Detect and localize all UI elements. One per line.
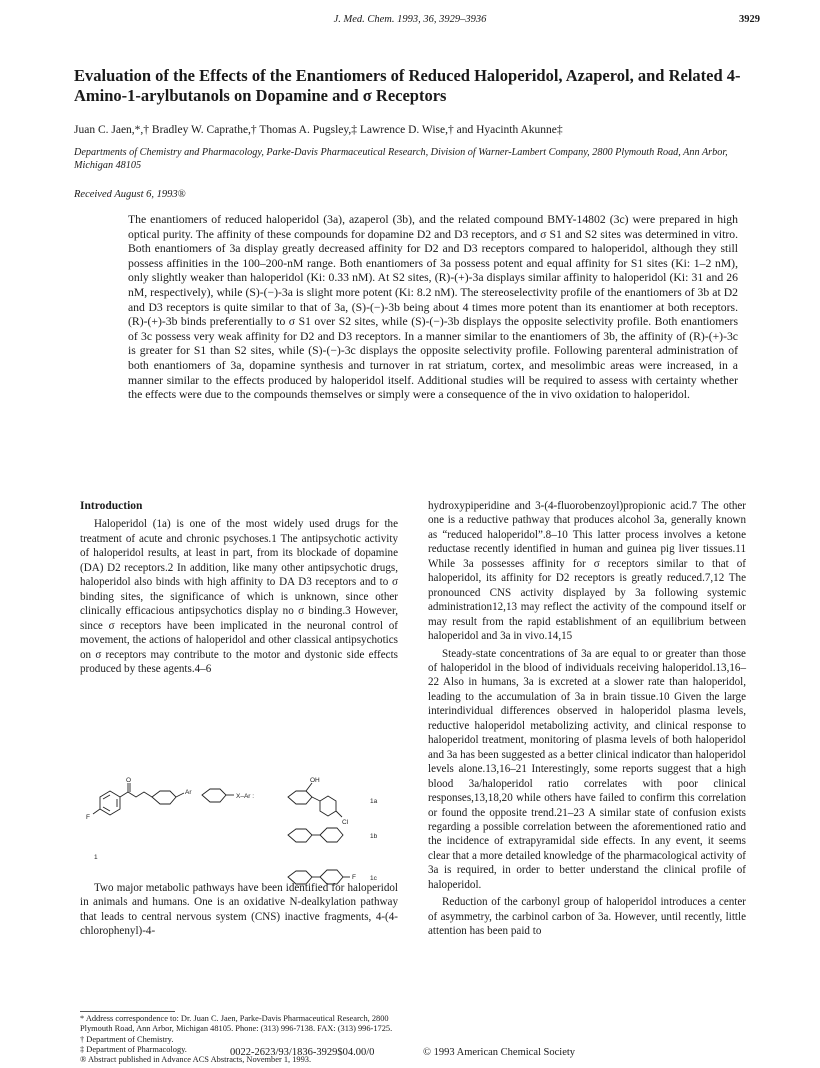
- piperazine-ring: [202, 789, 226, 802]
- ar-label: Ar: [185, 789, 192, 796]
- footnote-pharmacology: ‡ Department of Pharmacology.: [80, 1044, 187, 1054]
- footnote-correspondence: * Address correspondence to: Dr. Juan C. Jaen, Parke-Davis Pharmaceutical Research, 2800 Plymouth Road, Ann Arbor, Michigan 48105. Phone: (313) 996-7138. FAX: (313) 996-1725.: [80, 1014, 393, 1034]
- x-ar-label: X–Ar :: [236, 793, 255, 800]
- intro-paragraph-2: Two major metabolic pathways have been identified for haloperidol in animals and humans. One is an oxidative N-dealkylation pathway that leads to central nervous system (CNS) inactive fragments, 4-(4-chlorophenyl)-4-: [80, 882, 398, 938]
- abstract: The enantiomers of reduced haloperidol (3a), azaperol (3b), and the related compound BMY-14802 (3c) were prepared in high optical purity. The affinity of these compounds for dopamine D2 and D3 receptors, and σ S1 and S2 sites was determined in vitro. Both enantiomers of 3a display greatly decreased affinity for D2 and D3 receptors compared to haloperidol, although they still possess affinities in the 100–200-nM range. Both enantiomers of 3a possess potent and equal affinity for S1 sites (Ki: 1–2 nM), only slightly weaker than haloperidol (Ki: 0.33 nM). At S2 sites, (R)-(+)-3a displays similar affinity to haloperidol (Ki: 31 and 26 nM, respectively), while (S)-(−)-3a is slight more potent (Ki: 8.2 nM). The stereoselectivity profile of the enantiomers of 3b at D2 and D3 receptors is quite similar to that of 3a, (S)-(−)-3b being about 4 times more potent than its enantiomer at both receptors. (R)-(+)-3b binds preferentially to σ S1 over S2 sites, while (S)-(−)-3b displays the opposite selectivity profile. Both enantiomers of 3c possess very weak affinity for D2 and D3 receptors. In a manner similar to the enantiomers of 3b, the affinity of (R)-(+)-3c is greater for S1 than S2 sites, while (S)-(−)-3c displays the opposite selectivity profile. Following parenteral administration of both enantiomers of 3a, dopamine synthesis and turnover in rat striatum, cortex, and mesolimbic areas were increased, in a manner similar to the effects produced by haloperidol itself. Additional studies will be required to assess with certainty whether the effects were due to the compounds themselves or simply were a consequence of the in vivo oxidation to haloperidol.: [128, 213, 738, 402]
- chlorophenyl-ring: [320, 796, 336, 816]
- right-paragraph-3: Reduction of the carbonyl group of haloperidol introduces a center of asymmetry, the carbinol carbon of 3a. However, until recently, little attention has been paid to: [428, 896, 746, 938]
- footnote-abstract-published: ® Abstract published in Advance ACS Abstracts, November 1, 1993.: [80, 1055, 312, 1065]
- compound-label-1c: 1c: [370, 875, 377, 882]
- footnote-chemistry: † Department of Chemistry.: [80, 1034, 174, 1044]
- fluorine-label: F: [86, 814, 90, 821]
- article-code: 0022-2623/93/1836-3929$04.00/0: [230, 1047, 375, 1058]
- right-column: [428, 499, 746, 939]
- compound-label-1a: 1a: [370, 798, 378, 805]
- page-number: 3929: [739, 14, 760, 25]
- right-paragraph-1: hydroxypiperidine and 3-(4-fluorobenzoyl)propionic acid.7 The other one is a reductive pathway that produces alcohol 3a, generally known as “reduced haloperidol”.8–10 This latter process involves a ketone reductase recently identified in human and guinea pig liver tissues.11 While 3a possesses affinity for σ receptors similar to that of haloperidol, its affinity for D2 receptors is greatly reduced.7,12 The pronounced CNS activity displayed by 3a following systemic administration12,13 may reflect the activity of the compound itself or may result from the rapid establishment of an equilibrium between haloperidol and 3a in vivo.14,15: [428, 500, 746, 643]
- oxygen-label: O: [126, 777, 132, 784]
- received-date: Received August 6, 1993®: [74, 189, 186, 200]
- pyridine-ring-1b: [320, 828, 343, 842]
- piperazine-ring-1b: [288, 829, 312, 842]
- piperidine-ring: [152, 791, 176, 804]
- footnote-divider: [80, 1011, 175, 1012]
- running-header: J. Med. Chem. 1993, 36, 3929–3936: [333, 14, 487, 25]
- author-list: Juan C. Jaen,*,† Bradley W. Caprathe,† Thomas A. Pugsley,‡ Lawrence D. Wise,† and Hyacinth Akunne‡: [74, 124, 563, 136]
- section-heading-introduction: Introduction: [80, 500, 143, 512]
- paper-title: Evaluation of the Effects of the Enantiomers of Reduced Haloperidol, Azaperol, and Related 4-Amino-1-arylbutanols on Dopamine and σ Receptors: [74, 66, 741, 105]
- compound-label-1b: 1b: [370, 833, 378, 840]
- intro-paragraph-1: Haloperidol (1a) is one of the most widely used drugs for the treatment of acute and chronic psychoses.1 The antipsychotic activity of haloperidol results, at least in part, from its blockade of dopamine (DA) D2 receptors.2 In addition, like many other antipsychotic drugs, haloperidol also binds with high affinity to DA D3 receptors and to σ binding sites, the significance of which is unknown, since other clinically efficacious antipsychotics display no σ binding.3 However, since σ receptors have been implicated in the neuronal control of movement, the actions of haloperidol and other classical antipsychotics on σ receptors may contribute to the motor and dystonic side effects produced by these agents.4–6: [80, 518, 398, 675]
- piperidinol-ring: [288, 791, 312, 804]
- chlorine-label: Cl: [342, 819, 349, 826]
- copyright: © 1993 American Chemical Society: [423, 1047, 576, 1058]
- fluorine-label-1c: F: [352, 874, 356, 881]
- hydroxyl-label: OH: [310, 777, 320, 784]
- right-paragraph-2: Steady-state concentrations of 3a are equal to or greater than those of haloperidol in the blood of individuals receiving haloperidol.13,16–22 Also in humans, 3a is excreted at a slower rate than haloperidol, leading to the accumulation of 3a in brain tissue.10 Given the large interindividual differences observed in haloperidol plasma levels, reductive haloperidol metabolizing activity, and clinical response to haloperidol treatment, monitoring of plasma levels of both haloperidol and 3a has been suggested as a better clinical indicator than haloperidol levels alone.13,16–21 Interestingly, some reports suggest that a high blood 3a/haloperidol ratio correlates with poor clinical responses,13,18,20 while others have failed to confirm this correlation or found the opposite trend.21–23 A similar state of confusion exists regarding a possible correlation between the aforementioned ratio and the incidence of extrapyramidal side effects. In any event, it seems clear that a more detailed knowledge of the pharmacological activity of 3a is required, in order to better understand the clinical profile of haloperidol.: [428, 647, 746, 891]
- intro-column-top: [80, 499, 398, 676]
- intro-column-bottom: [80, 881, 398, 939]
- compound-label-1: 1: [94, 854, 98, 861]
- affiliation: Departments of Chemistry and Pharmacology, Parke-Davis Pharmaceutical Research, Division of Warner-Lambert Company, 2800 Plymouth Road, Ann Arbor, Michigan 48105: [74, 147, 728, 171]
